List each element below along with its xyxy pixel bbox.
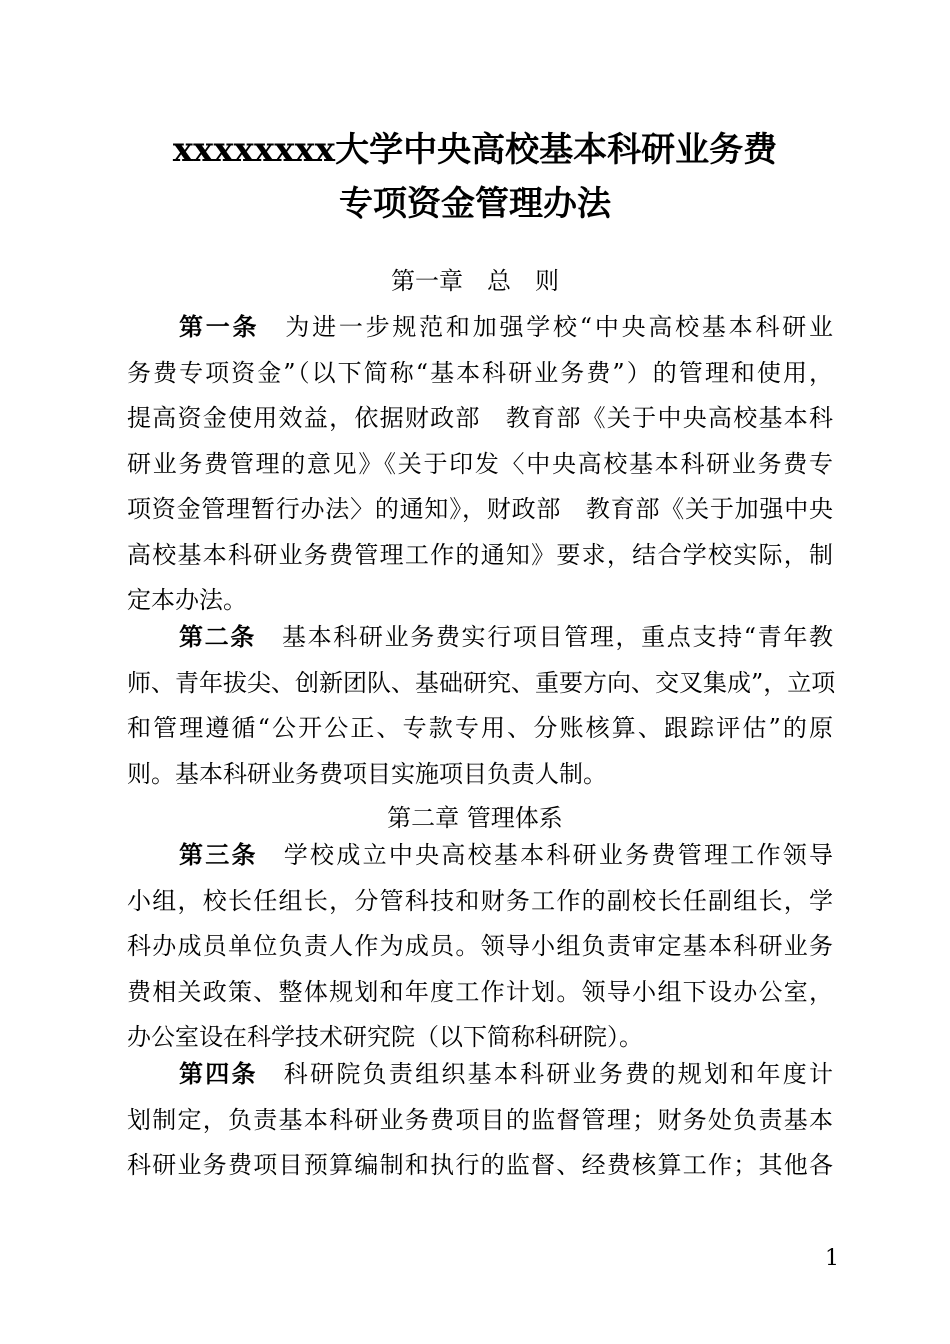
article-1-line-7: 定本办法。: [127, 586, 247, 614]
article-3-paragraph: [127, 833, 833, 1061]
article-4-label: 第四条: [179, 1060, 258, 1088]
article-1-text-1: 为进一步规范和加强学校“中央高校基本科研业: [285, 313, 833, 341]
article-1-label: 第一条: [179, 313, 260, 341]
chapter-2-heading: 第二章 管理体系: [387, 804, 563, 832]
chapter-1-heading: [0, 264, 950, 298]
page-number: 1: [825, 1246, 839, 1271]
article-4-paragraph: [127, 1052, 833, 1189]
article-3-label: 第三条: [179, 841, 258, 869]
article-3-line-5: 办公室设在科学技术研究院（以下简称科研院）。: [127, 1023, 643, 1051]
article-2-text-1: 基本科研业务费实行项目管理，重点支持“青年教: [281, 623, 833, 651]
article-2-line-2: 师、青年拔尖、创新团队、基础研究、重要方向、交叉集成”，立项: [127, 668, 836, 697]
article-1-line-4: 研业务费管理的意见》《关于印发〈中央高校基本科研业务费专: [127, 449, 833, 478]
article-2-label: 第二条: [179, 623, 256, 651]
article-4-line-1: [127, 1052, 833, 1098]
article-3-line-3: 科办成员单位负责人作为成员。领导小组负责审定基本科研业务: [127, 932, 833, 960]
article-2-paragraph: [127, 615, 836, 797]
article-4-line-2: 划制定，负责基本科研业务费项目的监督管理；财务处负责基本: [127, 1105, 833, 1134]
article-1-line-1: [127, 305, 833, 351]
chapter-1-word-2: 则: [535, 267, 559, 295]
chapter-1-word-1: 总: [487, 267, 511, 295]
article-2-line-1: [127, 615, 833, 661]
article-3-line-2: 小组，校长任组长，分管科技和财务工作的副校长任副组长，学: [127, 886, 833, 915]
article-1-line-3: 提高资金使用效益，依据财政部 教育部《关于中央高校基本科: [127, 404, 833, 432]
article-2-line-4: 则。基本科研业务费项目实施项目负责人制。: [127, 759, 607, 788]
article-1-paragraph: [127, 305, 833, 624]
article-1-line-2: 务费专项资金”（以下简称“基本科研业务费”）的管理和使用，: [127, 358, 833, 387]
article-3-line-1: [127, 833, 833, 879]
article-4-line-3: 科研业务费项目预算编制和执行的监督、经费核算工作；其他各: [127, 1151, 833, 1179]
document-title-line-2: 专项资金管理办法: [339, 184, 611, 224]
document-title-line-1: xxxxxxxx大学中央高校基本科研业务费: [172, 130, 778, 170]
article-3-text-1: 学校成立中央高校基本科研业务费管理工作领导: [283, 841, 834, 869]
article-2-line-3: 和管理遵循“公开公正、专款专用、分账核算、跟踪评估”的原: [127, 714, 833, 742]
article-1-line-5: 项资金管理暂行办法〉的通知》，财政部 教育部《关于加强中央: [127, 495, 833, 523]
chapter-1-prefix: 第一章: [391, 267, 463, 295]
article-1-line-6: 高校基本科研业务费管理工作的通知》要求，结合学校实际，制: [127, 540, 833, 569]
article-4-text-1: 科研院负责组织基本科研业务费的规划和年度计: [283, 1060, 834, 1088]
article-3-line-4: 费相关政策、整体规划和年度工作计划。领导小组下设办公室，: [127, 977, 833, 1006]
